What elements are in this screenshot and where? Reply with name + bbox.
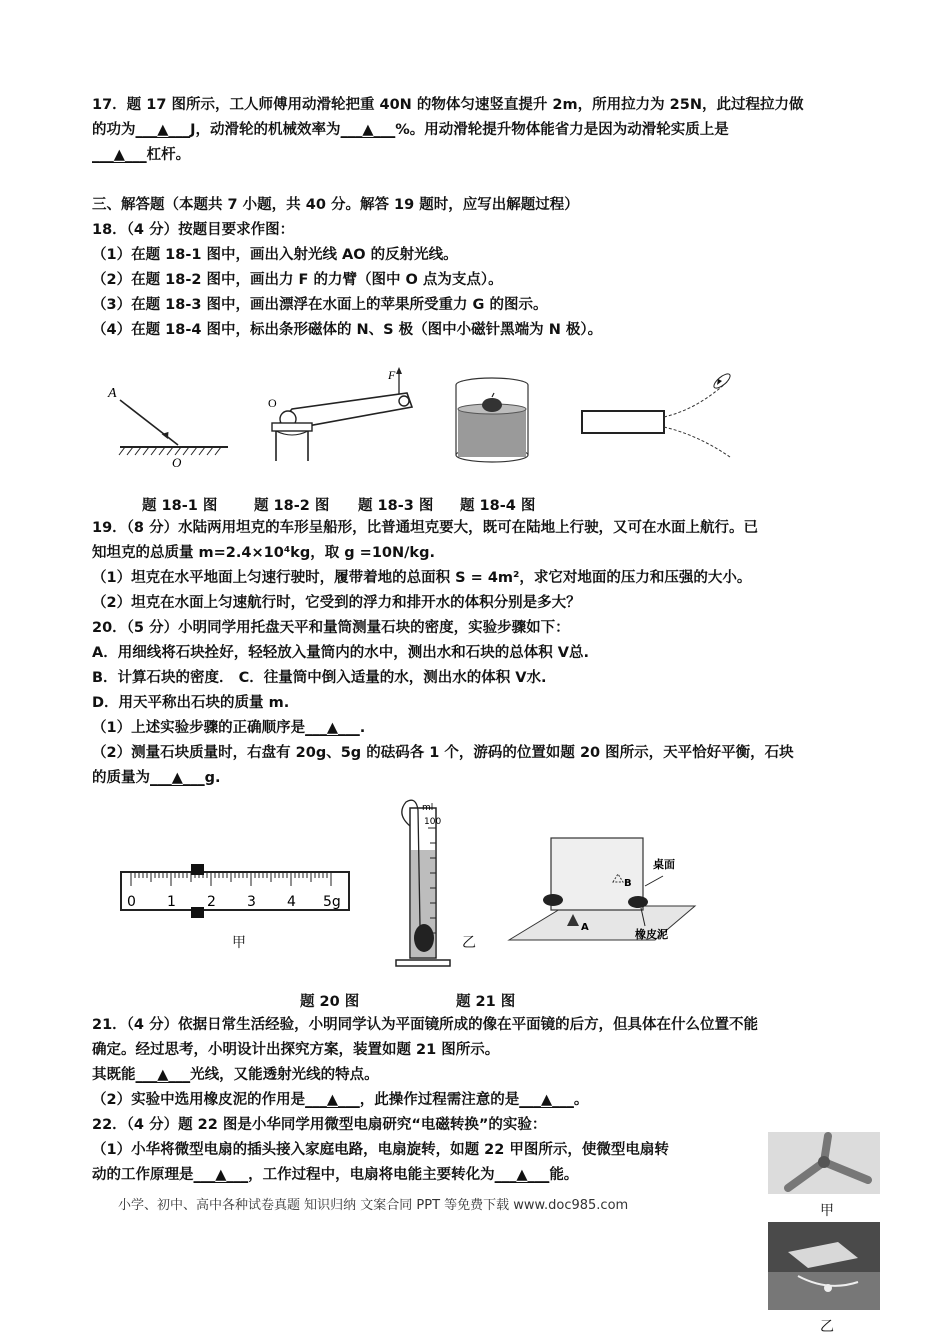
figure-18-1 bbox=[100, 375, 235, 470]
caption-18-3: 题 18-3 图 bbox=[358, 498, 434, 514]
q22-part1-line1: （1）小华将微型电扇的插头接入家庭电路，电扇旋转，如题 22 甲图所示，使微型电扇转 bbox=[92, 1142, 669, 1158]
q22-part1-line2: 动的工作原理是___▲___，工作过程中，电扇将电能主要转化为___▲___能。 bbox=[92, 1167, 579, 1183]
caption-18-4: 题 18-4 图 bbox=[460, 498, 536, 514]
answer-blank[interactable]: ___▲___ bbox=[519, 1092, 574, 1108]
q21-line3: 其既能___▲___光线，又能透射光线的特点。 bbox=[92, 1067, 379, 1083]
tick-label: 3 bbox=[247, 894, 256, 910]
tick-label: 2 bbox=[207, 894, 216, 910]
section-heading: 三、解答题（本题共 7 小题，共 40 分。解答 19 题时，应写出解题过程） bbox=[92, 197, 579, 213]
answer-blank[interactable]: ___▲___ bbox=[305, 1092, 360, 1108]
figure-20-yi-cylinder bbox=[388, 798, 458, 973]
caption-20: 题 20 图 bbox=[300, 994, 360, 1010]
q17-line1: 17．题 17 图所示，工人师傅用动滑轮把重 40N 的物体匀速竖直提升 2m，所用拉力为 25N，此过程拉力做 bbox=[92, 97, 804, 113]
q20-part2-line1: （2）测量石块质量时，右盘有 20g、5g 的砝码各 1 个，游码的位置如题 20 图所示，天平恰好平衡，石块 bbox=[92, 745, 794, 761]
q17-line2: 的功为___▲___J，动滑轮的机械效率为___▲___%。用动滑轮提升物体能省力是因为动滑轮实质上是 bbox=[92, 122, 729, 138]
label-yi: 乙 bbox=[820, 1319, 834, 1335]
label-jia: 甲 bbox=[232, 935, 246, 951]
figure-22-yi-photo bbox=[768, 1222, 880, 1310]
tick-label: 5g bbox=[323, 894, 341, 910]
answer-blank[interactable]: ___▲___ bbox=[135, 122, 191, 138]
tick-label: 1 bbox=[167, 894, 176, 910]
answer-blank[interactable]: ___▲___ bbox=[305, 720, 360, 736]
figure-22-jia-photo bbox=[768, 1132, 880, 1194]
q22-title: 22．（4 分）题 22 图是小华同学用微型电扇研究“电磁转换”的实验： bbox=[92, 1117, 547, 1133]
label-desk: 桌面 bbox=[653, 858, 675, 871]
answer-blank[interactable]: ___▲___ bbox=[193, 1167, 249, 1183]
q20-title: 20．（5 分）小明同学用托盘天平和量筒测量石块的密度，实验步骤如下： bbox=[92, 620, 570, 636]
q18-part3: （3）在题 18-3 图中，画出漂浮在水面上的苹果所受重力 G 的图示。 bbox=[92, 297, 548, 313]
caption-21: 题 21 图 bbox=[456, 994, 516, 1010]
figure-18-2 bbox=[262, 365, 422, 465]
answer-blank[interactable]: ___▲___ bbox=[340, 122, 396, 138]
figure-21 bbox=[505, 830, 700, 945]
q20-step-d: D．用天平称出石块的质量 m. bbox=[92, 695, 290, 711]
figure-18-3 bbox=[450, 375, 535, 470]
q21-line1: 21．（4 分）依据日常生活经验，小明同学认为平面镜所成的像在平面镜的后方，但具体在什么位置不能 bbox=[92, 1017, 759, 1033]
figure-18-4 bbox=[578, 365, 743, 475]
label-f: F bbox=[388, 368, 396, 382]
caption-18-2: 题 18-2 图 bbox=[254, 498, 330, 514]
caption-18-1: 题 18-1 图 bbox=[142, 498, 218, 514]
q21-part2: （2）实验中选用橡皮泥的作用是___▲___，此操作过程需注意的是___▲___。 bbox=[92, 1092, 589, 1108]
q19-line1: 19．（8 分）水陆两用坦克的车形呈船形，比普通坦克要大，既可在陆地上行驶，又可在水面上航行。已 bbox=[92, 520, 759, 536]
q20-part2-line2: 的质量为___▲___g. bbox=[92, 770, 221, 786]
label-b: B bbox=[624, 878, 632, 889]
q19-part1: （1）坦克在水平地面上匀速行驶时，履带着地的总面积 S = 4m²，求它对地面的压力和压强的大小。 bbox=[92, 570, 752, 586]
figure-20-jia-ruler bbox=[118, 860, 358, 920]
label-yi: 乙 bbox=[462, 935, 476, 951]
scale-label: 100 bbox=[424, 817, 442, 827]
label-a: A bbox=[581, 922, 589, 933]
q18-part1: （1）在题 18-1 图中，画出入射光线 AO 的反射光线。 bbox=[92, 247, 458, 263]
label-jia: 甲 bbox=[820, 1203, 834, 1219]
answer-blank[interactable]: ___▲___ bbox=[135, 1067, 191, 1083]
label-o: O bbox=[268, 396, 277, 410]
answer-blank[interactable]: ___▲___ bbox=[494, 1167, 550, 1183]
q19-line2: 知坦克的总质量 m=2.4×10⁴kg，取 g =10N/kg. bbox=[92, 545, 435, 561]
q18-part4: （4）在题 18-4 图中，标出条形磁体的 N、S 极（图中小磁针黑端为 N 极）。 bbox=[92, 322, 603, 338]
q21-line2: 确定。经过思考，小明设计出探究方案，装置如题 21 图所示。 bbox=[92, 1042, 500, 1058]
q20-step-bc: B．计算石块的密度． C．往量筒中倒入适量的水，测出水的体积 V水. bbox=[92, 670, 547, 686]
label-o: O bbox=[172, 455, 182, 470]
q17-line3: ___▲___杠杆。 bbox=[92, 147, 191, 163]
unit-label: ml bbox=[422, 803, 434, 813]
label-putty: 橡皮泥 bbox=[635, 928, 668, 941]
q20-part1: （1）上述实验步骤的正确顺序是___▲___. bbox=[92, 720, 366, 736]
footer-watermark: 小学、初中、高中各种试卷真题 知识归纳 文案合同 PPT 等免费下载 www.doc985.com bbox=[118, 1198, 629, 1213]
q19-part2: （2）坦克在水面上匀速航行时，它受到的浮力和排开水的体积分别是多大？ bbox=[92, 595, 581, 611]
label-a: A bbox=[108, 386, 117, 401]
answer-blank[interactable]: ___▲___ bbox=[150, 770, 205, 786]
q20-step-a: A．用细线将石块拴好，轻轻放入量筒内的水中，测出水和石块的总体积 V总. bbox=[92, 645, 589, 661]
tick-label: 0 bbox=[127, 894, 136, 910]
q18-title: 18．（4 分）按题目要求作图： bbox=[92, 222, 295, 238]
tick-label: 4 bbox=[287, 894, 296, 910]
q18-part2: （2）在题 18-2 图中，画出力 F 的力臂（图中 O 点为支点）。 bbox=[92, 272, 503, 288]
answer-blank[interactable]: ___▲___ bbox=[92, 147, 147, 163]
